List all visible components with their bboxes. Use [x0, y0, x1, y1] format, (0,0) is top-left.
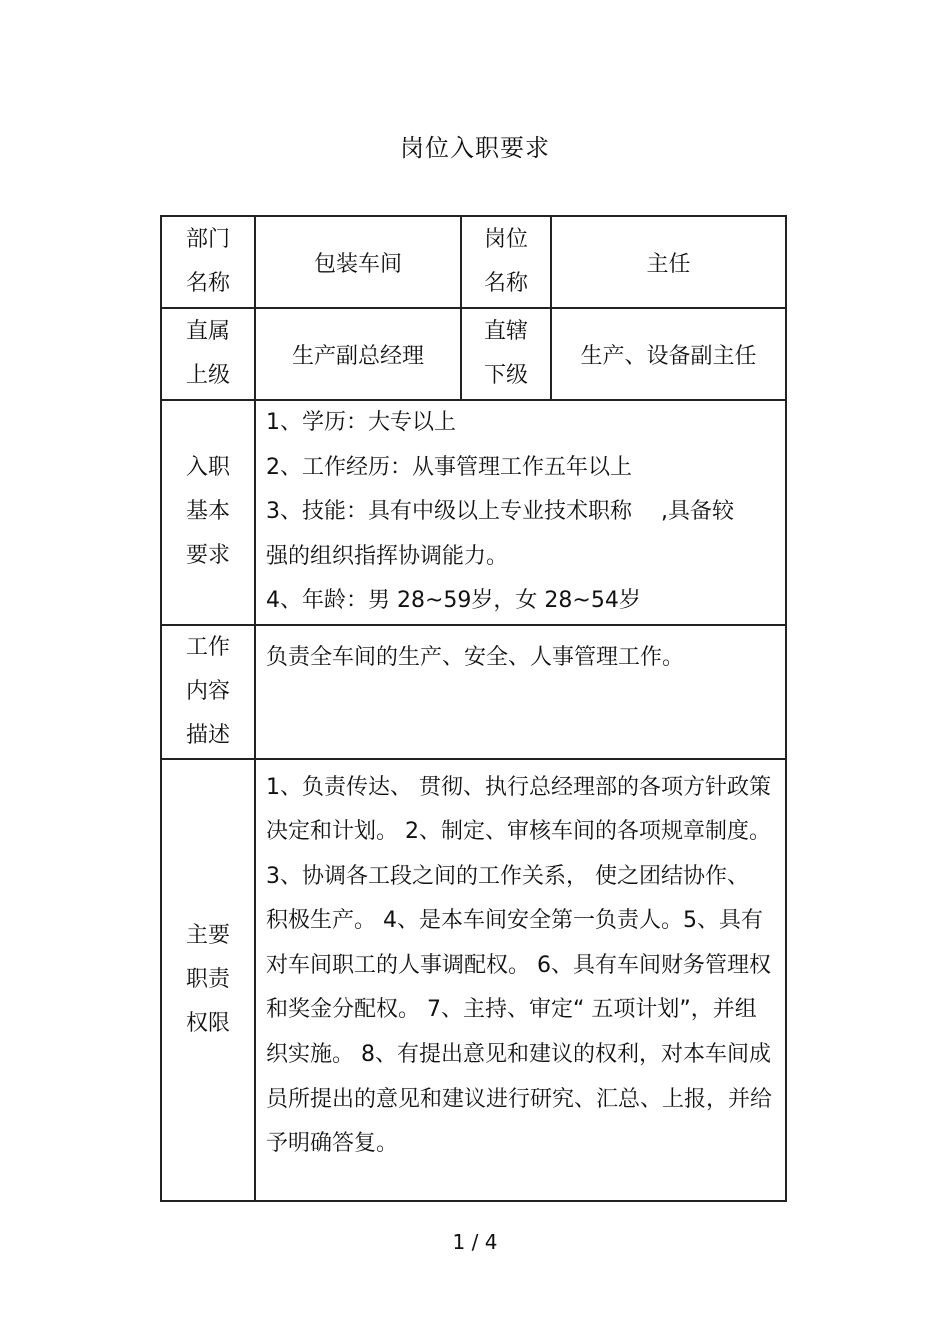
requirement-experience: 2、工作经历：从事管理工作五年以上	[266, 454, 632, 480]
page-number: 1 / 4	[452, 1230, 498, 1254]
table-row	[161, 216, 786, 308]
table-row	[161, 759, 786, 1201]
duties-text: 1、负责传达、 贯彻、执行总经理部的各项方针政策 决定和计划。 2、制定、审核车间的各项规章制度。3、协调各工段之间的工作关系， 使之团结协作、 积极生产。 4、是本车间安全第一负责人。5、具有对车间职工的人事调配权。 6、具有车间财务管理权和奖金分配权。 7、主持、审定“ 五项计划”，并组织实施。 8、有提出意见和建议的权利，对本车间成员所提出的意见和建议进行研究、汇总、上报，并给予明确答复。	[255, 759, 786, 1201]
requirement-education: 1、学历：大专以上	[266, 410, 456, 435]
job-content-text: 负责全车间的生产、安全、人事管理工作。	[255, 625, 786, 759]
superior-value: 生产副总经理	[255, 308, 461, 400]
requirements-content	[255, 400, 786, 625]
page-title: 岗位入职要求	[400, 134, 550, 162]
requirements-label: 入职 基本 要求	[161, 400, 255, 625]
subordinate-label: 直辖 下级	[461, 308, 551, 400]
position-value: 主任	[551, 216, 786, 308]
requirement-skills: 3、技能：具有中级以上专业技术职称 ,具备较	[266, 499, 734, 524]
table-row	[161, 308, 786, 400]
subordinate-value: 生产、设备副主任	[551, 308, 786, 400]
department-value: 包装车间	[255, 216, 461, 308]
requirement-age: 4、年龄：男 28~59岁，女 28~54岁	[266, 588, 641, 613]
department-label: 部门 名称	[161, 216, 255, 308]
table-row	[161, 400, 786, 625]
job-content-label: 工作 内容 描述	[161, 625, 255, 759]
duties-label: 主要 职责 权限	[161, 759, 255, 1201]
job-requirements-table	[160, 215, 787, 1202]
table-row	[161, 625, 786, 759]
position-label: 岗位 名称	[461, 216, 551, 308]
superior-label: 直属 上级	[161, 308, 255, 400]
requirement-skills-cont: 强的组织指挥协调能力。	[266, 543, 509, 569]
